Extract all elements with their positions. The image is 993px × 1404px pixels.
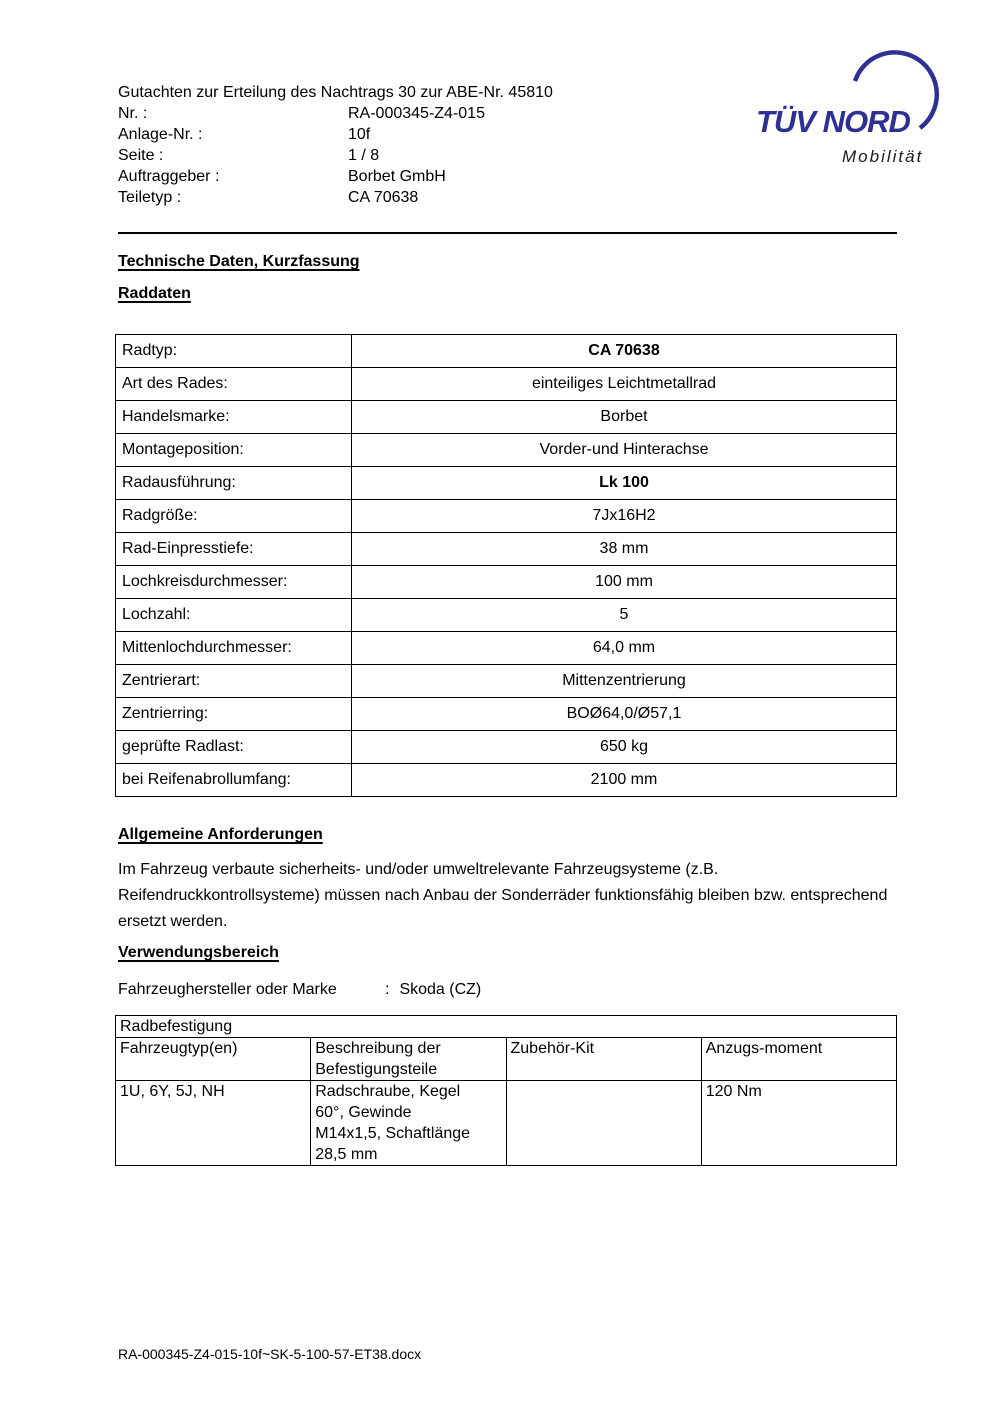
header-field-label: Teiletyp : [118, 189, 182, 206]
raddaten-label-cell: Radtyp: [116, 335, 352, 368]
section-heading-allgemeine-anforderungen: Allgemeine Anforderungen [118, 826, 323, 843]
fahrzeughersteller-label: Fahrzeughersteller oder Marke [118, 981, 337, 998]
raddaten-label-cell: Mittenlochdurchmesser: [116, 632, 352, 665]
table-row [116, 368, 897, 401]
header-field-value: 10f [348, 126, 371, 143]
section-heading-raddaten: Raddaten [118, 285, 191, 302]
table-row [116, 500, 897, 533]
raddaten-value-cell: Lk 100 [352, 467, 897, 500]
header-field-value: 1 / 8 [348, 147, 380, 164]
raddaten-value-cell: Vorder-und Hinterachse [352, 434, 897, 467]
fahrzeughersteller-value: Skoda (CZ) [399, 981, 482, 998]
document-title: Gutachten zur Erteilung des Nachtrags 30 zur ABE-Nr. 45810 [118, 84, 553, 101]
raddaten-table [115, 334, 897, 797]
table-row [116, 434, 897, 467]
header-field-teiletyp [118, 187, 897, 208]
table-row [116, 764, 897, 797]
allgemeine-anforderungen-text: Im Fahrzeug verbaute sicherheits- und/oder umweltrelevante Fahrzeugsysteme (z.B. Reifendruckkontrollsysteme) müssen nach Anbau der Sonderräder funktionsfähig bleiben bzw. entsprechend ersetzt werden. [118, 861, 888, 930]
table-row [116, 566, 897, 599]
header-divider [118, 232, 897, 234]
raddaten-label-cell: Zentrierring: [116, 698, 352, 731]
radbefestigung-title-cell: Radbefestigung [116, 1016, 897, 1038]
column-header-beschreibung: Beschreibung der Befestigungsteile [311, 1038, 506, 1081]
table-row [116, 1016, 897, 1038]
column-header-fahrzeugtyp: Fahrzeugtyp(en) [116, 1038, 311, 1081]
header-field-value: CA 70638 [348, 189, 419, 206]
raddaten-value-cell: einteiliges Leichtmetallrad [352, 368, 897, 401]
raddaten-value-cell: 5 [352, 599, 897, 632]
table-row [116, 632, 897, 665]
raddaten-label-cell: Rad-Einpresstiefe: [116, 533, 352, 566]
table-row [116, 599, 897, 632]
table-row [116, 731, 897, 764]
table-row [116, 533, 897, 566]
raddaten-label-cell: Zentrierart: [116, 665, 352, 698]
section-heading-technische-daten: Technische Daten, Kurzfassung [118, 253, 360, 270]
header-field-value: RA-000345-Z4-015 [348, 105, 485, 122]
raddaten-label-cell: Montageposition: [116, 434, 352, 467]
fahrzeughersteller-line [118, 979, 897, 1000]
raddaten-value-cell: Mittenzentrierung [352, 665, 897, 698]
table-row [116, 335, 897, 368]
raddaten-value-cell: 7Jx16H2 [352, 500, 897, 533]
header-field-label: Seite : [118, 147, 164, 164]
logo-tagline-text: Mobilität [842, 147, 924, 166]
header-field-label: Nr. : [118, 105, 148, 122]
raddaten-label-cell: bei Reifenabrollumfang: [116, 764, 352, 797]
raddaten-value-cell: 38 mm [352, 533, 897, 566]
column-header-zubehoer-kit: Zubehör-Kit [506, 1038, 701, 1081]
raddaten-label-cell: Radausführung: [116, 467, 352, 500]
table-row [116, 1081, 897, 1166]
header-field-label: Auftraggeber : [118, 168, 220, 185]
fahrzeughersteller-separator: : [385, 981, 390, 998]
raddaten-label-cell: Radgröße: [116, 500, 352, 533]
fahrzeugtyp-cell: 1U, 6Y, 5J, NH [116, 1081, 311, 1166]
raddaten-label-cell: Lochzahl: [116, 599, 352, 632]
raddaten-label-cell: Handelsmarke: [116, 401, 352, 434]
raddaten-value-cell: 650 kg [352, 731, 897, 764]
zubehoer-kit-cell [506, 1081, 701, 1166]
raddaten-value-cell: 2100 mm [352, 764, 897, 797]
table-row [116, 467, 897, 500]
table-row [116, 698, 897, 731]
beschreibung-cell: Radschraube, Kegel 60°, Gewinde M14x1,5, Schaftlänge 28,5 mm [311, 1081, 506, 1166]
raddaten-label-cell: Lochkreisdurchmesser: [116, 566, 352, 599]
logo-brand-text: TÜV NORD [756, 104, 910, 139]
raddaten-value-cell: Borbet [352, 401, 897, 434]
raddaten-value-cell: 64,0 mm [352, 632, 897, 665]
table-row [116, 665, 897, 698]
table-header-row [116, 1038, 897, 1081]
section-heading-verwendungsbereich: Verwendungsbereich [118, 944, 279, 961]
footer-filename: RA-000345-Z4-015-10f~SK-5-100-57-ET38.docx [118, 1346, 422, 1362]
header-field-label: Anlage-Nr. : [118, 126, 203, 143]
anzugsmoment-cell: 120 Nm [701, 1081, 896, 1166]
raddaten-value-cell: CA 70638 [352, 335, 897, 368]
raddaten-value-cell: BOØ64,0/Ø57,1 [352, 698, 897, 731]
raddaten-label-cell: geprüfte Radlast: [116, 731, 352, 764]
radbefestigung-table [115, 1015, 897, 1166]
raddaten-label-cell: Art des Rades: [116, 368, 352, 401]
table-row [116, 401, 897, 434]
tuv-nord-logo [756, 40, 941, 172]
raddaten-value-cell: 100 mm [352, 566, 897, 599]
column-header-anzugsmoment: Anzugs-moment [701, 1038, 896, 1081]
header-field-value: Borbet GmbH [348, 168, 446, 185]
